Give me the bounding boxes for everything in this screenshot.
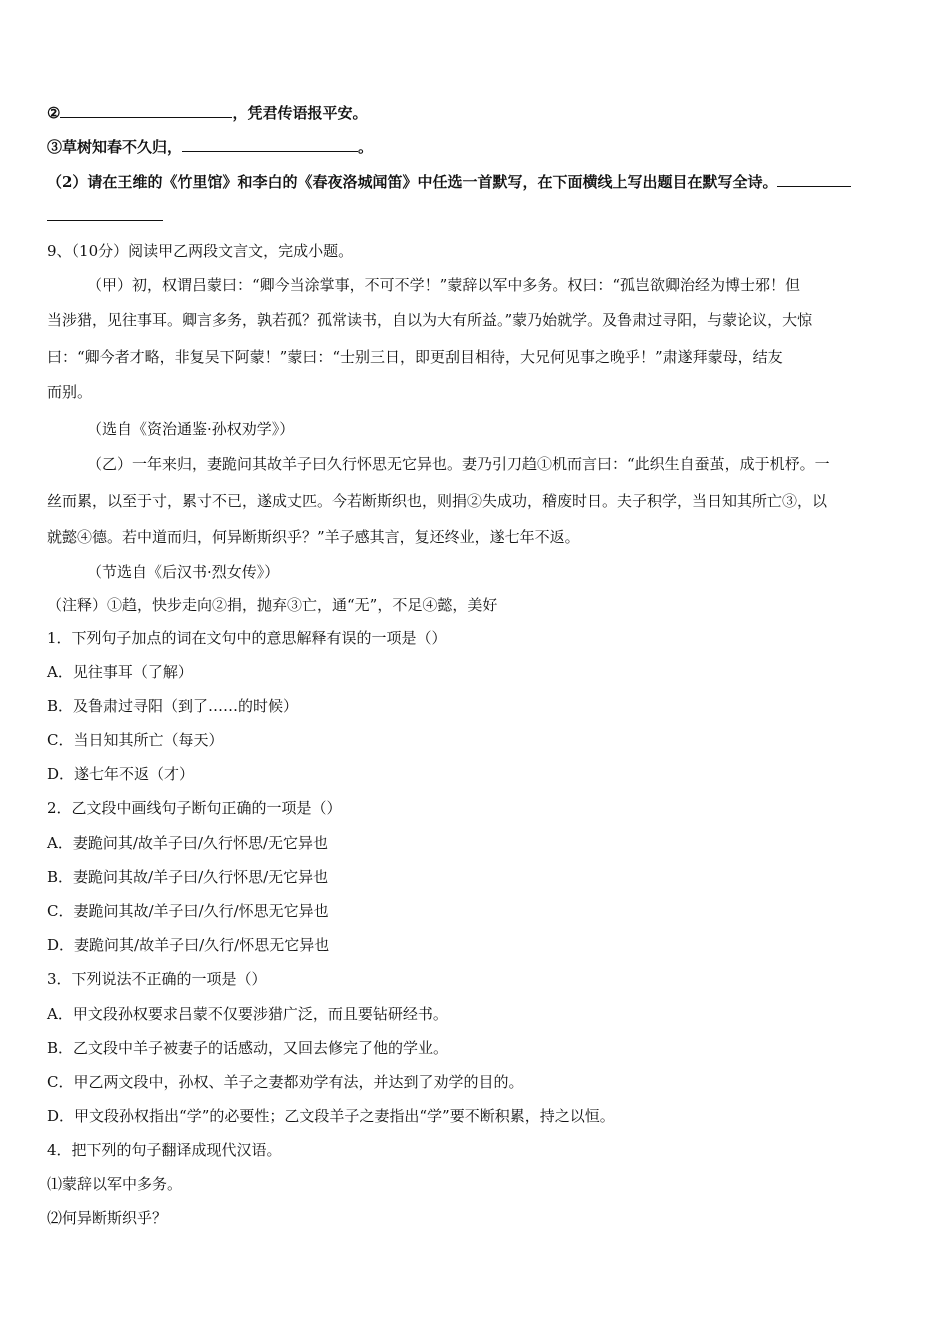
yi-line-2: 丝而累，以至于寸，累寸不已，遂成丈匹。今若断斯织也，则捐②失成功，稽废时日。夫子积学，当日知其所亡③，以 (47, 492, 828, 510)
q3-option-d: D．甲文段孙权指出“学”的必要性；乙文段羊子之妻指出“学”要不断积累，持之以恒。 (47, 1107, 615, 1125)
q2-option-d: D．妻跪问其/故羊子曰/久行/怀思无它异也 (47, 936, 330, 954)
answer-blank[interactable] (60, 103, 232, 118)
yi-line-3: 就懿④德。若中道而归，何异断斯织乎？”羊子感其言，复还终业，遂七年不返。 (47, 528, 580, 546)
q4-item-2: ⑵何异断斯织乎？ (47, 1209, 168, 1227)
fill-part-2-continuation (47, 206, 163, 226)
fill-line-3-prefix: ③草树知春不久归， (47, 138, 183, 156)
q1-option-d: D．遂七年不返（才） (47, 765, 195, 783)
q1-option-c: C．当日知其所亡（每天） (47, 731, 224, 749)
question-4: 4．把下列的句子翻译成现代汉语。 (47, 1141, 282, 1159)
jia-line-2: 当涉猎，见往事耳。卿言多务，孰若孤？孤常读书，自以为大有所益。”蒙乃始就学。及鲁肃过寻阳，与蒙论议，大惊 (47, 311, 813, 329)
answer-blank[interactable] (47, 206, 163, 221)
q3-option-b: B．乙文段中羊子被妻子的话感动，又回去修完了他的学业。 (47, 1039, 449, 1057)
q2-option-b: B．妻跪问其故/羊子曰/久行怀思/无它异也 (47, 868, 329, 886)
fill-line-3 (47, 137, 373, 157)
question-2: 2．乙文段中画线句子断句正确的一项是（） (47, 799, 342, 817)
q1-option-b: B．及鲁肃过寻阳（到了……的时候） (47, 697, 299, 715)
q3-option-c: C．甲乙两文段中，孙权、羊子之妻都劝学有法，并达到了劝学的目的。 (47, 1073, 524, 1091)
question-3: 3．下列说法不正确的一项是（） (47, 970, 267, 988)
answer-blank[interactable] (777, 172, 851, 187)
fill-line-2-suffix: ，凭君传语报平安。 (232, 104, 368, 122)
q1-option-a: A．见往事耳（了解） (47, 663, 193, 681)
fill-line-3-suffix: 。 (358, 138, 374, 156)
jia-line-4: 而别。 (47, 383, 93, 401)
yi-line-1: （乙）一年来归，妻跪问其故羊子曰久行怀思无它异也。妻乃引刀趋①机而言曰：“此织生自蚕茧，成于机杼。一 (87, 455, 830, 473)
annotation-note: （注释）①趋，快步走向②捐，抛弃③亡，通“无”，不足④懿，美好 (47, 596, 498, 614)
q2-option-a: A．妻跪问其/故羊子曰/久行怀思/无它异也 (47, 834, 328, 852)
jia-line-3: 曰：“卿今者才略，非复吴下阿蒙！”蒙曰：“士别三日，即更刮目相待，大兄何见事之晚乎！”肃遂拜蒙母，结友 (47, 348, 783, 366)
q3-option-a: A．甲文段孙权要求吕蒙不仅要涉猎广泛，而且要钻研经书。 (47, 1005, 448, 1023)
jia-line-1: （甲）初，权谓吕蒙曰：“卿今当涂掌事，不可不学！”蒙辞以军中多务。权曰：“孤岂欲卿治经为博士邪！但 (87, 276, 801, 294)
answer-blank[interactable] (182, 137, 358, 152)
q2-option-c: C．妻跪问其故/羊子曰/久行/怀思无它异也 (47, 902, 329, 920)
fill-part-2-text: （2）请在王维的《竹里馆》和李白的《春夜洛城闻笛》中任选一首默写，在下面横线上写出题目在默写全诗。 (47, 173, 778, 191)
jia-source: （选自《资治通鉴·孙权劝学》） (87, 420, 295, 438)
fill-line-2-prefix: ② (47, 104, 61, 122)
fill-line-2 (47, 103, 367, 123)
question-1: 1．下列句子加点的词在文句中的意思解释有误的一项是（） (47, 629, 447, 647)
yi-source: （节选自《后汉书·烈女传》） (87, 563, 280, 581)
q9-header: 9、（10分）阅读甲乙两段文言文，完成小题。 (47, 242, 354, 260)
q4-item-1: ⑴蒙辞以军中多务。 (47, 1175, 183, 1193)
fill-part-2 (47, 172, 851, 192)
